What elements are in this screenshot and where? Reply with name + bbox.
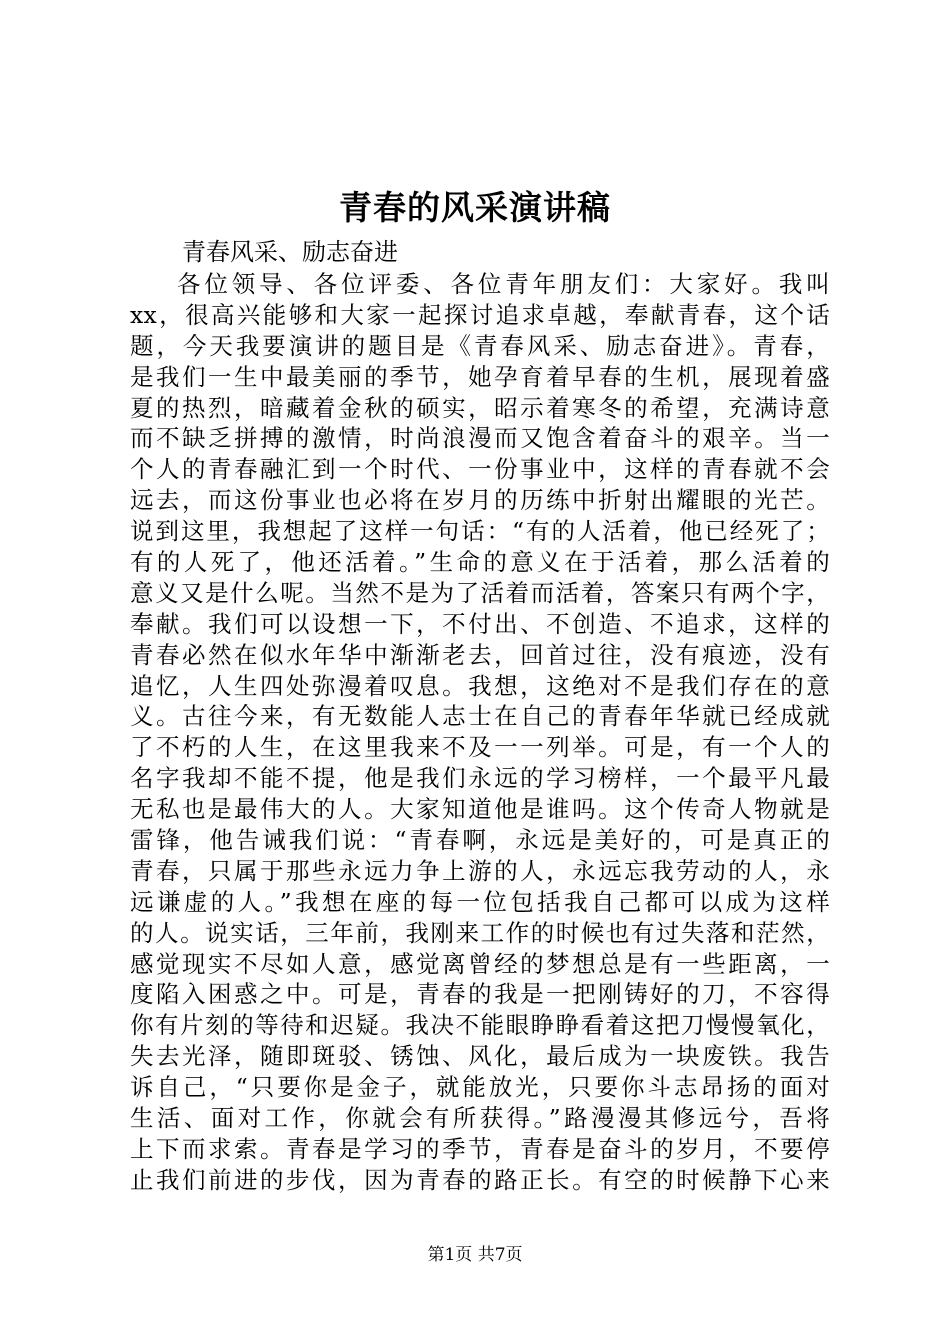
body-line: 远谦虚的人。”我想在座的每一位包括我自己都可以成为这样 [130,887,830,916]
body-line: 而不缺乏拼搏的激情，时尚浪漫而又饱含着奋斗的艰辛。当一 [130,424,830,453]
body-line: 失去光泽，随即斑驳、锈蚀、风化，最后成为一块废铁。我告 [130,1042,830,1071]
body-line: 生活、面对工作，你就会有所获得。”路漫漫其修远兮，吾将 [130,1104,830,1133]
body-line: 青春必然在似水年华中渐渐老去，回首过往，没有痕迹，没有 [130,640,830,669]
body-line: 有的人死了，他还活着。”生命的意义在于活着，那么活着的 [130,548,830,577]
body-line: 是我们一生中最美丽的季节，她孕育着早春的生机，展现着盛 [130,362,830,391]
body-line: 说到这里，我想起了这样一句话：“有的人活着，他已经死了； [130,517,830,546]
page-subtitle: 青春风采、励志奋进 [182,238,398,266]
body-line: 感觉现实不尽如人意，感觉离曾经的梦想总是有一些距离，一 [130,949,830,978]
body-line: 各位领导、各位评委、各位青年朋友们：大家好。我叫 [177,270,830,298]
speech-body [130,269,830,1196]
body-line: 个人的青春融汇到一个时代、一份事业中，这样的青春就不会 [130,455,830,484]
body-line: 无私也是最伟大的人。大家知道他是谁吗。这个传奇人物就是 [130,795,830,824]
body-line: 题，今天我要演讲的题目是《青春风采、励志奋进》。青春， [130,331,830,360]
body-line: 止我们前进的步伐，因为青春的路正长。有空的时候静下心来 [130,1165,830,1194]
page-title: 青春的风采演讲稿 [339,188,611,227]
body-line: 夏的热烈，暗藏着金秋的硕实，昭示着寒冬的希望，充满诗意 [130,393,830,422]
body-line: 上下而求索。青春是学习的季节，青春是奋斗的岁月，不要停 [130,1134,830,1163]
body-line: 义。古往今来，有无数能人志士在自己的青春年华就已经成就 [130,702,830,731]
body-line: 诉自己，“只要你是金子，就能放光，只要你斗志昂扬的面对 [130,1073,830,1102]
body-line: 你有片刻的等待和迟疑。我决不能眼睁睁看着这把刀慢慢氧化， [130,1011,830,1040]
body-line: 雷锋，他告诫我们说：“青春啊，永远是美好的，可是真正的 [130,826,830,855]
body-line: 的人。说实话，三年前，我刚来工作的时候也有过失落和茫然， [130,918,830,947]
page-footer: 第1页 共7页 [427,1245,523,1265]
body-line: 了不朽的人生，在这里我来不及一一列举。可是，有一个人的 [130,733,830,762]
body-line: xx，很高兴能够和大家一起探讨追求卓越，奉献青春，这个话 [130,300,830,329]
body-line: 青春，只属于那些永远力争上游的人，永远忘我劳动的人，永 [130,856,830,885]
body-line: 追忆，人生四处弥漫着叹息。我想，这绝对不是我们存在的意 [130,671,830,700]
body-line: 度陷入困惑之中。可是，青春的我是一把刚铸好的刀，不容得 [130,980,830,1009]
body-line: 奉献。我们可以设想一下，不付出、不创造、不追求，这样的 [130,609,830,638]
body-line: 意义又是什么呢。当然不是为了活着而活着，答案只有两个字， [130,578,830,607]
body-line: 远去，而这份事业也必将在岁月的历练中折射出耀眼的光芒。 [130,486,830,515]
body-line: 名字我却不能不提，他是我们永远的学习榜样，一个最平凡最 [130,764,830,793]
